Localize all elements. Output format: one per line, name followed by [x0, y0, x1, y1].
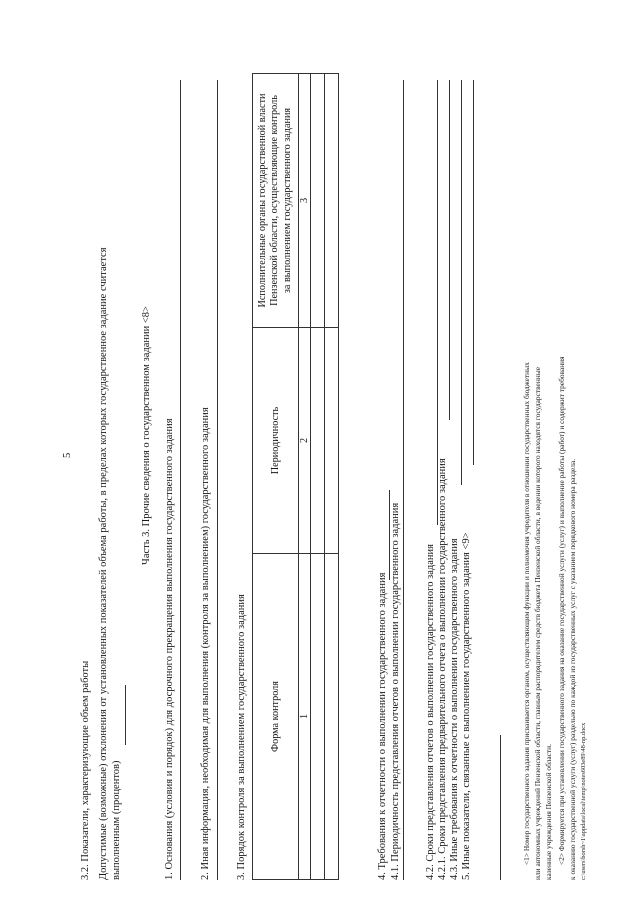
header-form-of-control: Форма контроля — [253, 554, 299, 880]
item-5-blank-line — [473, 80, 474, 465]
item-4-3-text: 4.3. Иные требования к отчетности о выполнении государственного задания — [449, 538, 460, 880]
item-4-text: 4. Требования к отчетности о выполнении государственного задания — [377, 572, 388, 880]
section-3-2-line1: Допустимые (возможные) отклонения от установленных показателей объема работы, в пределах которых государственное задание считается — [98, 247, 109, 880]
section-3-2-title: 3.2. Показатели, характеризующие объем работы — [80, 660, 91, 880]
col-number-3: 3 — [299, 74, 311, 328]
item-4-3-blank-line — [461, 80, 462, 485]
document-path: c:\users\borsh~1\appdata\local\temp\notes603e89\48-np.docx — [580, 722, 587, 880]
table-row — [325, 74, 339, 880]
item-4-2-1-blank-line — [449, 80, 450, 420]
page-number: 5 — [62, 452, 73, 458]
item-1-blank-line — [180, 80, 181, 880]
item-2-text: 2. Иная информация, необходимая для выполнения (контроля за выполнением) государственного задания — [200, 407, 211, 880]
item-4-1-text: 4.1. Периодичность представления отчетов о выполнении государственного задания — [390, 502, 401, 880]
part3-title: Часть 3. Прочие сведения о государственном задании <8> — [141, 306, 152, 565]
table-row — [311, 74, 325, 880]
section-3-2-line2: выполненным (процентов) — [111, 760, 122, 880]
footnote-1-line3: казенные учреждения Пензенской области. — [544, 744, 553, 880]
item-1-text: 1. Основания (условия и порядок) для досрочного прекращения выполнения государственного задания — [164, 418, 175, 880]
footnote-2-line1: <2> Формируется при установлении государственного задания на оказание государственной услуги (услуг) и выполнение работы (работ) и содержит требования — [557, 356, 566, 865]
col-number-2: 2 — [299, 328, 311, 554]
item-4-2-1-text: 4.2.1. Сроки представления предварительного отчета о выполнении государственного задания — [437, 458, 448, 880]
item-3-text: 3. Порядок контроля за выполнением государственного задания — [236, 594, 247, 880]
item-2-blank-line — [217, 80, 218, 880]
header-periodicity: Периодичность — [253, 328, 299, 554]
col-number-1: 1 — [299, 554, 311, 880]
footnote-1-line2: или автономных учреждений Пензенской области, главным распорядителем средств бюджета Пензенской области, в ведении которого находятся государственные — [533, 367, 542, 880]
blank-line — [125, 685, 126, 745]
item-4-2-text: 4.2. Сроки представления отчетов о выполнении государственного задания — [425, 544, 436, 880]
item-5-text: 5. Иные показатели, связанные с выполнением государственного задания <9> — [461, 532, 472, 880]
item-4-1-blank-line — [403, 80, 404, 880]
header-authorities: Исполнительные органы государственной власти Пензенской области, осуществляющие контроль за выполнением государственного задания — [253, 74, 299, 328]
footnote-2-line2: к оказанию государственной услуги (услуг) раздельно по каждой из государственных услуг с указанием порядкового номера раздела. — [568, 458, 577, 880]
footnote-separator — [500, 735, 501, 880]
footnote-1-line1: <1> Номер государственного задания присваивается органом, осуществляющим функции и полномочия учредителя в отношении государственных бюджетных — [522, 362, 531, 865]
control-table — [252, 73, 339, 880]
